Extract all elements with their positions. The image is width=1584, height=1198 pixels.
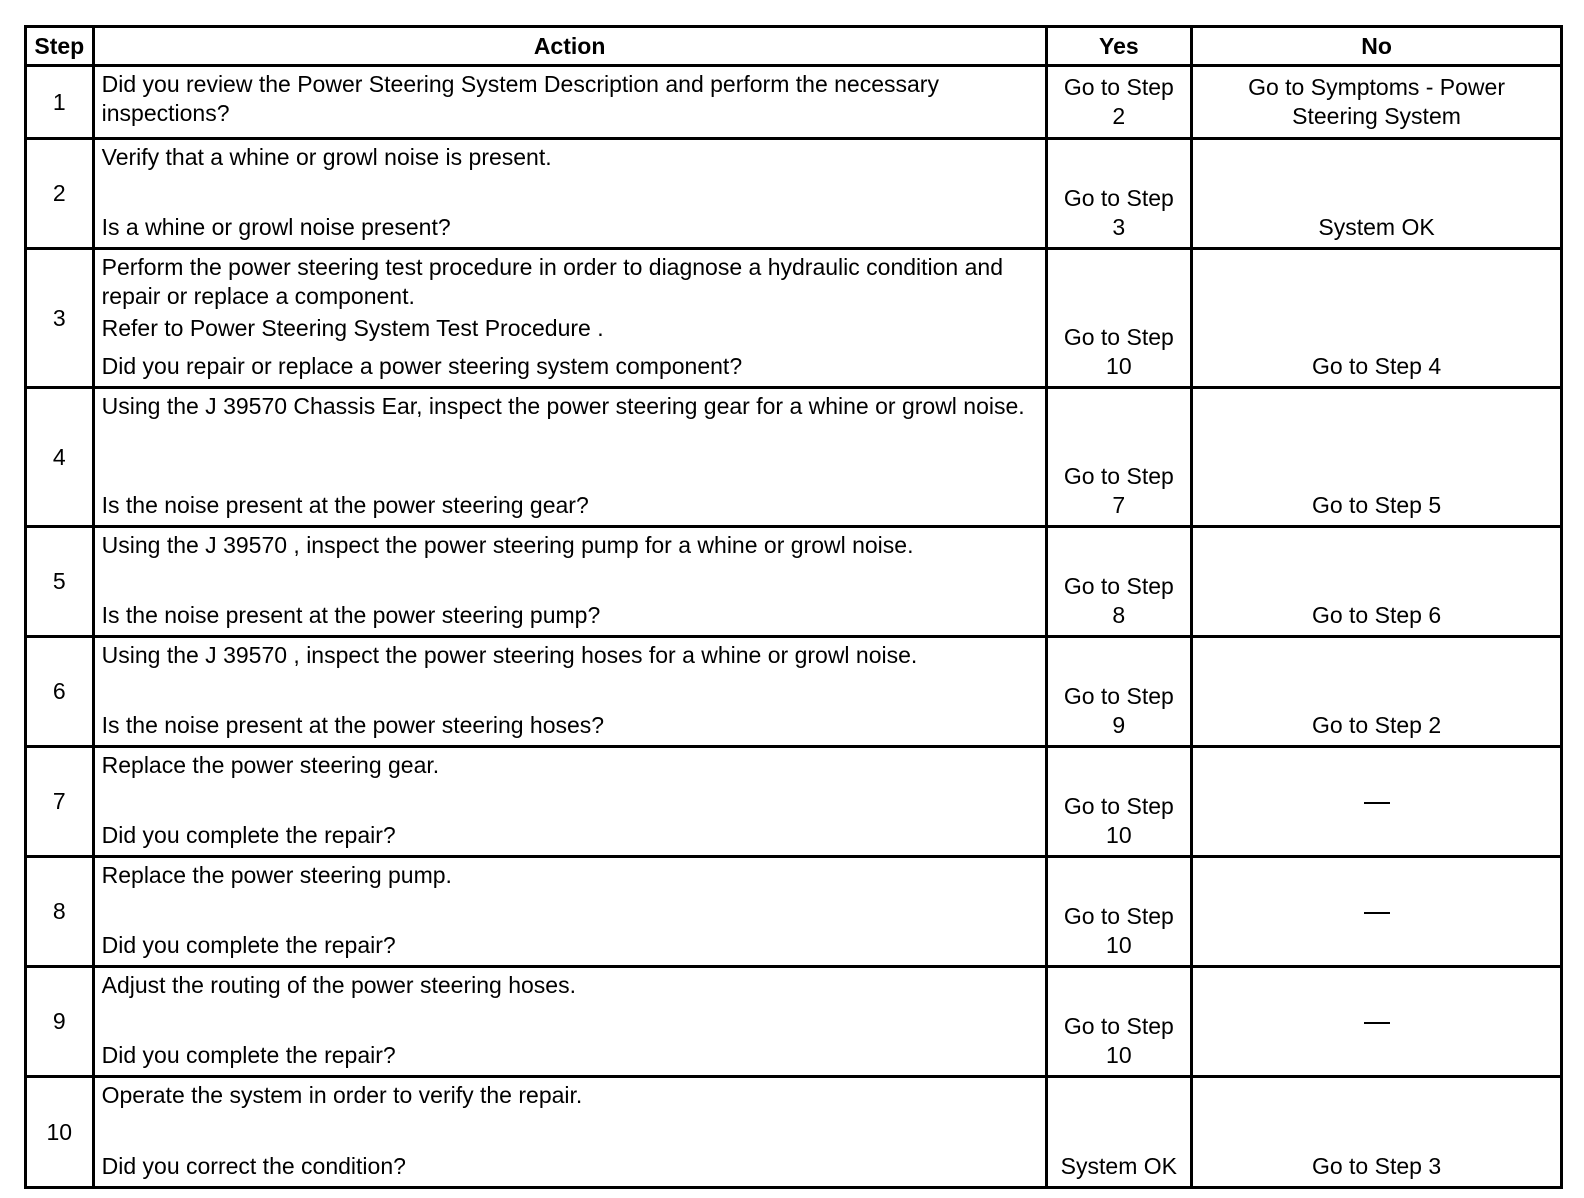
yes-outcome xyxy=(1046,249,1192,388)
step-number: 1 xyxy=(26,66,94,139)
step-number: 2 xyxy=(26,139,94,249)
no-outcome xyxy=(1192,249,1562,388)
no-outcome xyxy=(1192,527,1562,637)
no-outcome xyxy=(1192,637,1562,747)
yes-outcome-line: Go to Step xyxy=(1063,1013,1174,1039)
header-row xyxy=(26,27,1562,66)
header-step: Step xyxy=(26,27,94,66)
yes-outcome-line: Go to Step xyxy=(1063,463,1174,489)
action-instruction: Using the J 39570 , inspect the power steering pump for a whine or growl noise. xyxy=(101,532,914,558)
step-number: 3 xyxy=(26,249,94,388)
table-row xyxy=(26,967,1562,1077)
yes-outcome-line: Go to Step xyxy=(1063,683,1174,709)
action-question: Did you correct the condition? xyxy=(101,1153,406,1179)
header-yes: Yes xyxy=(1046,27,1192,66)
no-outcome xyxy=(1192,857,1562,967)
yes-outcome xyxy=(1046,967,1192,1077)
table-body xyxy=(26,66,1562,1188)
action-question: Is the noise present at the power steering gear? xyxy=(101,492,589,518)
step-number: 6 xyxy=(26,637,94,747)
action-cell xyxy=(93,66,1046,139)
step-number: 5 xyxy=(26,527,94,637)
action-cell xyxy=(93,527,1046,637)
yes-outcome xyxy=(1046,1077,1192,1188)
no-outcome xyxy=(1192,747,1562,857)
action-instruction: Verify that a whine or growl noise is present. xyxy=(101,144,552,170)
action-cell xyxy=(93,1077,1046,1188)
dash-icon xyxy=(1364,912,1390,914)
action-question: Did you complete the repair? xyxy=(101,932,396,958)
table-row xyxy=(26,637,1562,747)
action-question: Did you repair or replace a power steering system component? xyxy=(101,353,743,379)
yes-outcome xyxy=(1046,388,1192,527)
yes-outcome-line: 9 xyxy=(1112,712,1126,738)
table-row xyxy=(26,857,1562,967)
yes-outcome-line: 10 xyxy=(1106,353,1132,379)
step-number: 7 xyxy=(26,747,94,857)
action-cell xyxy=(93,388,1046,527)
action-question: Is the noise present at the power steering hoses? xyxy=(101,712,605,738)
table-row xyxy=(26,527,1562,637)
yes-outcome xyxy=(1046,66,1192,139)
table-row xyxy=(26,249,1562,388)
action-cell xyxy=(93,637,1046,747)
action-instruction: Perform the power steering test procedure in order to diagnose a hydraulic condition and repair or replace a component. xyxy=(101,254,1003,309)
table-row xyxy=(26,747,1562,857)
no-outcome-line: Go to Step 5 xyxy=(1311,492,1442,518)
action-question: Did you complete the repair? xyxy=(101,1042,396,1068)
no-outcome xyxy=(1192,388,1562,527)
dash-icon xyxy=(1364,802,1390,804)
yes-outcome xyxy=(1046,139,1192,249)
yes-outcome-line: 10 xyxy=(1106,822,1132,848)
no-outcome xyxy=(1192,139,1562,249)
step-number: 8 xyxy=(26,857,94,967)
action-cell xyxy=(93,139,1046,249)
diagnostic-table xyxy=(24,25,1563,1189)
no-outcome-line: Go to Step 2 xyxy=(1311,712,1442,738)
step-number: 10 xyxy=(26,1077,94,1188)
yes-outcome-line: Go to Step xyxy=(1063,185,1174,211)
action-question: Is a whine or growl noise present? xyxy=(101,214,451,240)
yes-outcome-line: 10 xyxy=(1106,1042,1132,1068)
yes-outcome-line: 8 xyxy=(1112,602,1126,628)
table-row xyxy=(26,388,1562,527)
diagnostic-table-container xyxy=(24,25,1563,1189)
header-action: Action xyxy=(93,27,1046,66)
yes-outcome-line: Go to Step xyxy=(1063,74,1174,100)
no-outcome-line: Go to Step 3 xyxy=(1311,1153,1442,1179)
action-instruction: Operate the system in order to verify the repair. xyxy=(101,1082,583,1108)
action-cell xyxy=(93,249,1046,388)
yes-outcome-line: Go to Step xyxy=(1063,324,1174,350)
yes-outcome-line: Go to Step xyxy=(1063,793,1174,819)
no-outcome xyxy=(1192,1077,1562,1188)
no-outcome-line: Steering System xyxy=(1292,103,1461,129)
table-row xyxy=(26,66,1562,139)
action-cell xyxy=(93,747,1046,857)
step-number: 9 xyxy=(26,967,94,1077)
yes-outcome xyxy=(1046,637,1192,747)
action-instruction: Did you review the Power Steering System Description and perform the necessary inspections? xyxy=(101,71,939,126)
yes-outcome-line: 7 xyxy=(1112,492,1126,518)
action-instruction: Adjust the routing of the power steering hoses. xyxy=(101,972,576,998)
header-no: No xyxy=(1192,27,1562,66)
no-outcome xyxy=(1192,967,1562,1077)
action-instruction: Replace the power steering gear. xyxy=(101,752,440,778)
yes-outcome-line: 3 xyxy=(1112,214,1126,240)
yes-outcome xyxy=(1046,857,1192,967)
action-instruction: Using the J 39570 Chassis Ear, inspect the power steering gear for a whine or growl noise. xyxy=(101,393,1025,419)
action-cell xyxy=(93,967,1046,1077)
yes-outcome-line: 10 xyxy=(1106,932,1132,958)
yes-outcome xyxy=(1046,527,1192,637)
no-outcome-line: Go to Symptoms - Power xyxy=(1248,74,1505,100)
yes-outcome-line: 2 xyxy=(1112,103,1126,129)
yes-outcome-line: System OK xyxy=(1060,1153,1177,1179)
action-instruction: Replace the power steering pump. xyxy=(101,862,452,888)
no-outcome xyxy=(1192,66,1562,139)
action-instruction: Using the J 39570 , inspect the power steering hoses for a whine or growl noise. xyxy=(101,642,918,668)
yes-outcome-line: Go to Step xyxy=(1063,573,1174,599)
dash-icon xyxy=(1364,1022,1390,1024)
table-row xyxy=(26,139,1562,249)
step-number: 4 xyxy=(26,388,94,527)
action-cell xyxy=(93,857,1046,967)
yes-outcome-line: Go to Step xyxy=(1063,903,1174,929)
action-question: Is the noise present at the power steering pump? xyxy=(101,602,601,628)
no-outcome-line: System OK xyxy=(1318,214,1435,240)
action-instruction: Refer to Power Steering System Test Procedure . xyxy=(101,315,604,341)
yes-outcome xyxy=(1046,747,1192,857)
no-outcome-line: Go to Step 6 xyxy=(1311,602,1442,628)
table-row xyxy=(26,1077,1562,1188)
action-question: Did you complete the repair? xyxy=(101,822,396,848)
no-outcome-line: Go to Step 4 xyxy=(1311,353,1442,379)
